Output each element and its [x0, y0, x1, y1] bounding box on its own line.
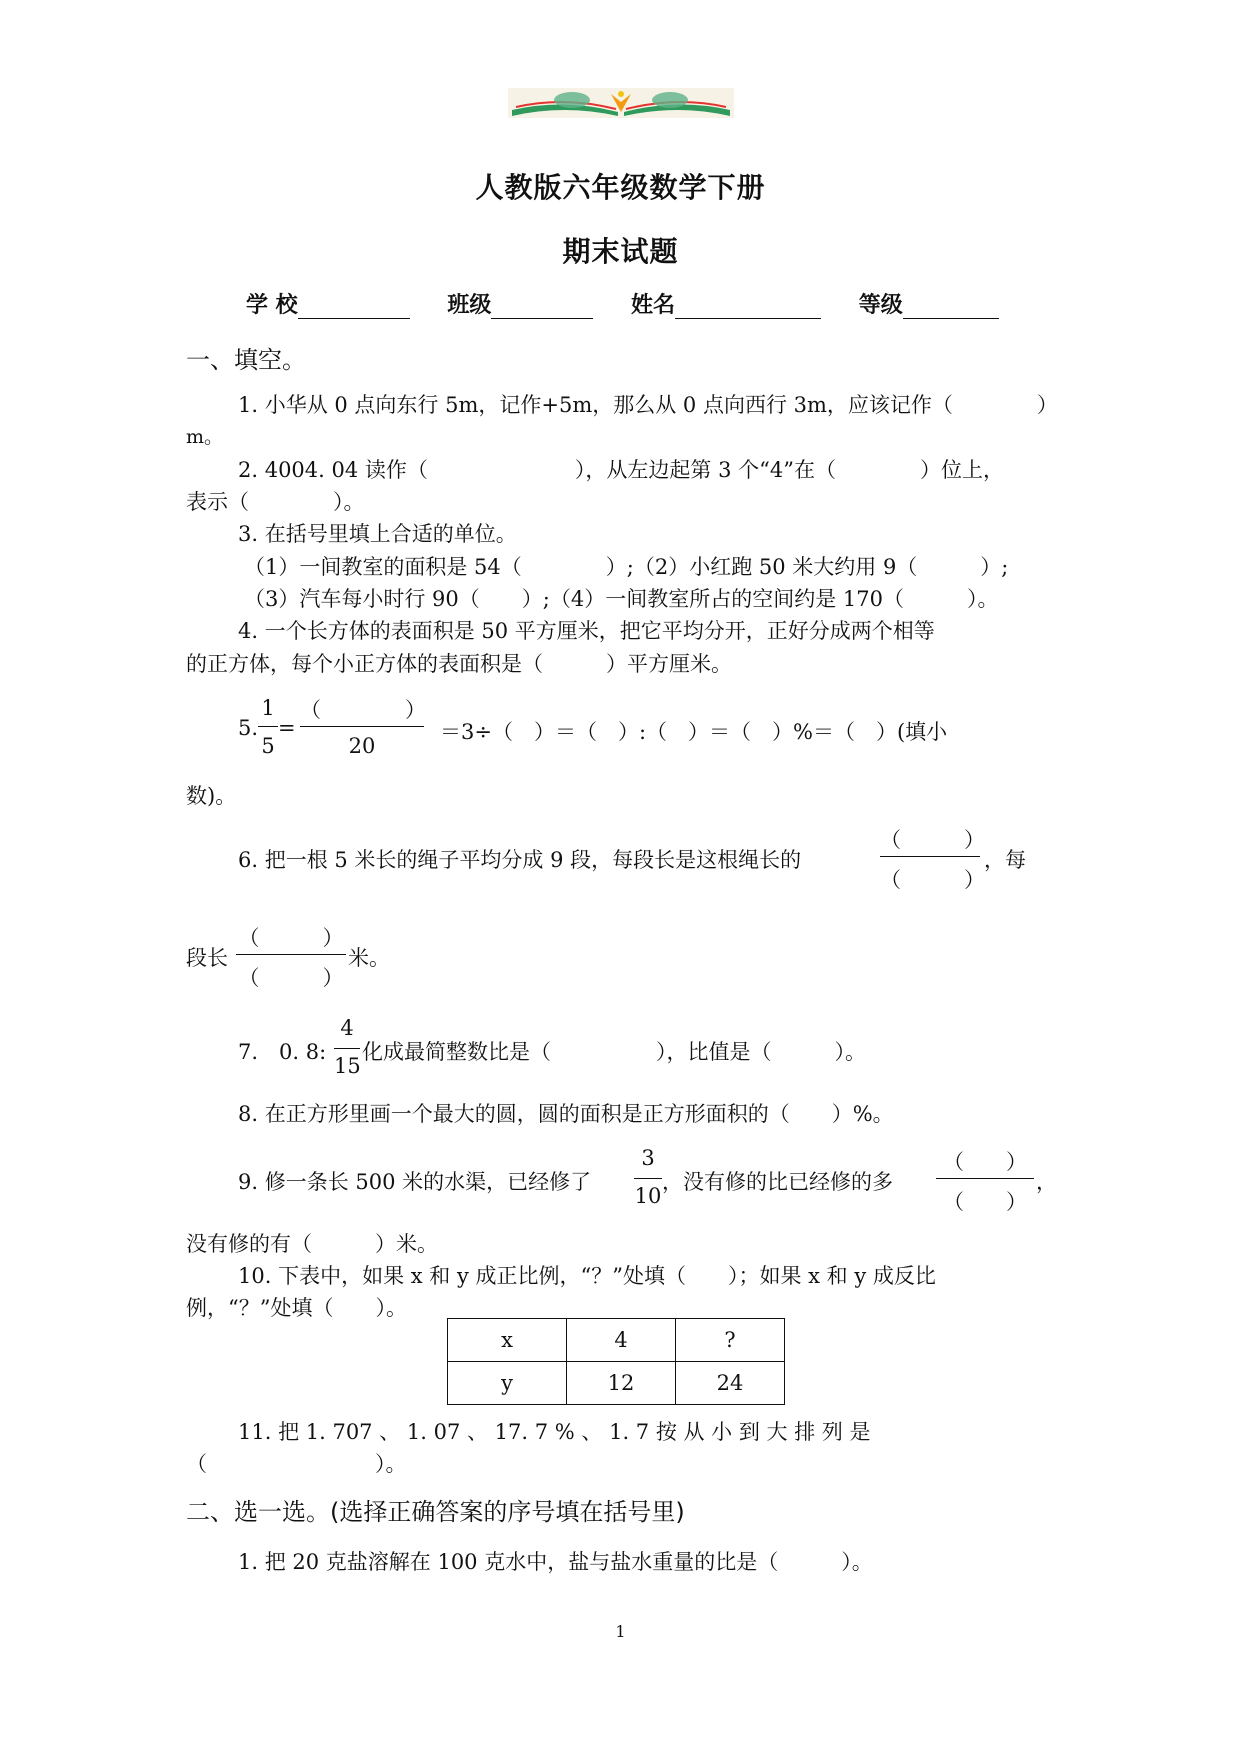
grade-label: 等级 — [858, 292, 903, 318]
table-cell: ? — [676, 1319, 785, 1362]
name-label: 姓名 — [631, 292, 676, 318]
q11-line2: （ ）。 — [186, 1452, 407, 1476]
q6-frac1-denominator[interactable]: （ ） — [880, 868, 985, 892]
book-logo-icon — [508, 88, 734, 118]
table-row — [448, 1362, 785, 1405]
q5-frac2-bar — [300, 726, 424, 727]
q4-line1: 4. 一个长方体的表面积是 50 平方厘米，把它平均分开，正好分成两个相等 — [238, 619, 935, 643]
q6-frac2-numerator[interactable]: （ ） — [238, 926, 344, 950]
q9-paren-bar — [936, 1178, 1034, 1179]
q7-prefix: 7. 0. 8: — [238, 1040, 327, 1064]
proportion-table — [447, 1318, 785, 1405]
table-cell: x — [448, 1319, 567, 1362]
q5-frac2-numerator[interactable]: （ ） — [300, 698, 426, 722]
q5-prefix: 5. — [238, 716, 259, 740]
q7-rest: 化成最简整数比是（ ），比值是（ ）。 — [362, 1040, 866, 1064]
q5-equals: = — [278, 716, 296, 740]
document-title: 人教版六年级数学下册 — [475, 171, 766, 204]
q9-line2: 没有修的有（ ）米。 — [186, 1232, 438, 1256]
q3-line1: 3. 在括号里填上合适的单位。 — [238, 522, 517, 546]
q9-frac-denominator: 10 — [634, 1184, 662, 1208]
q2-line1: 2. 4004. 04 读作（ ），从左边起第 3 个“4”在（ ）位上， — [238, 458, 1004, 482]
q9-middle: ，没有修的比已经修的多 — [662, 1170, 893, 1194]
q8-line1: 8. 在正方形里画一个最大的圆，圆的面积是正方形面积的（ ）%。 — [238, 1102, 894, 1126]
school-field[interactable] — [246, 292, 410, 318]
q6-frac1-numerator[interactable]: （ ） — [880, 828, 985, 852]
q9-paren-numerator[interactable]: （ ） — [943, 1150, 1027, 1174]
q10-line2: 例，“？”处填（ ）。 — [186, 1296, 407, 1320]
q3-line3: （3）汽车每小时行 90（ ）;（4）一间教室所占的空间约是 170（ ）。 — [244, 587, 999, 611]
s2-q1-line1: 1. 把 20 克盐溶解在 100 克水中，盐与盐水重量的比是（ ）。 — [238, 1550, 873, 1574]
q9-frac-bar — [634, 1178, 662, 1179]
q11-line1: 11. 把 1. 707 、 1. 07 、 17. 7 % 、 1. 7 按 从 小 到 大 排 列 是 — [238, 1420, 871, 1444]
q5-frac1-denominator: 5 — [261, 734, 275, 758]
q7-frac-numerator: 4 — [340, 1016, 354, 1040]
document-subtitle: 期末试题 — [562, 235, 679, 268]
q6-line2-start: 段长 — [186, 946, 228, 970]
q7-frac-denominator: 15 — [334, 1054, 361, 1078]
q6-frac2-bar — [236, 954, 346, 955]
section-heading-choice: 二、选一选。(选择正确答案的序号填在括号里) — [186, 1498, 685, 1526]
q6-line1: 6. 把一根 5 米长的绳子平均分成 9 段，每段长是这根绳长的 — [238, 848, 802, 872]
q6-line1-end: ，每 — [984, 848, 1026, 872]
grade-field[interactable] — [859, 292, 999, 318]
table-cell: y — [448, 1362, 567, 1405]
q10-line1: 10. 下表中，如果 x 和 y 成正比例，“？”处填（ ）；如果 x 和 y 成反比 — [238, 1264, 936, 1288]
q9-end: ， — [1036, 1170, 1057, 1194]
q2-line2: 表示（ ）。 — [186, 490, 365, 514]
name-field[interactable] — [631, 292, 821, 318]
q9-prefix: 9. 修一条长 500 米的水渠，已经修了 — [238, 1170, 592, 1194]
q1-line1: 1. 小华从 0 点向东行 5m，记作+5m，那么从 0 点向西行 3m，应该记作（ ） — [238, 393, 1058, 417]
q6-line2-end: 米。 — [348, 946, 390, 970]
q4-line2: 的正方体，每个小正方体的表面积是（ ）平方厘米。 — [186, 652, 732, 676]
class-label: 班级 — [447, 292, 492, 318]
class-field[interactable] — [447, 292, 593, 318]
q5-line2: 数)。 — [186, 784, 237, 808]
table-cell: 12 — [567, 1362, 676, 1405]
table-cell: 4 — [567, 1319, 676, 1362]
q1-line2: m。 — [186, 426, 224, 448]
q9-paren-denominator[interactable]: （ ） — [943, 1190, 1027, 1214]
q5-frac1-bar — [258, 726, 278, 727]
q5-rest: ＝3÷（ ）＝（ ）:（ ）＝（ ）%＝（ ）(填小 — [440, 720, 948, 744]
section-heading-fill: 一、填空。 — [186, 346, 306, 374]
q6-frac1-bar — [880, 856, 980, 857]
q6-frac2-denominator[interactable]: （ ） — [238, 966, 344, 990]
table-row — [448, 1319, 785, 1362]
school-label: 学 校 — [246, 292, 298, 318]
student-info-fields — [246, 288, 1029, 319]
q5-frac2-denominator: 20 — [348, 734, 376, 758]
q7-frac-bar — [334, 1048, 360, 1049]
page-number: 1 — [615, 1622, 626, 1641]
q5-frac1-numerator: 1 — [261, 696, 275, 720]
q3-line2: （1）一间教室的面积是 54（ ）;（2）小红跑 50 米大约用 9（ ）; — [244, 555, 1009, 579]
q9-frac-numerator: 3 — [641, 1146, 655, 1170]
table-cell: 24 — [676, 1362, 785, 1405]
